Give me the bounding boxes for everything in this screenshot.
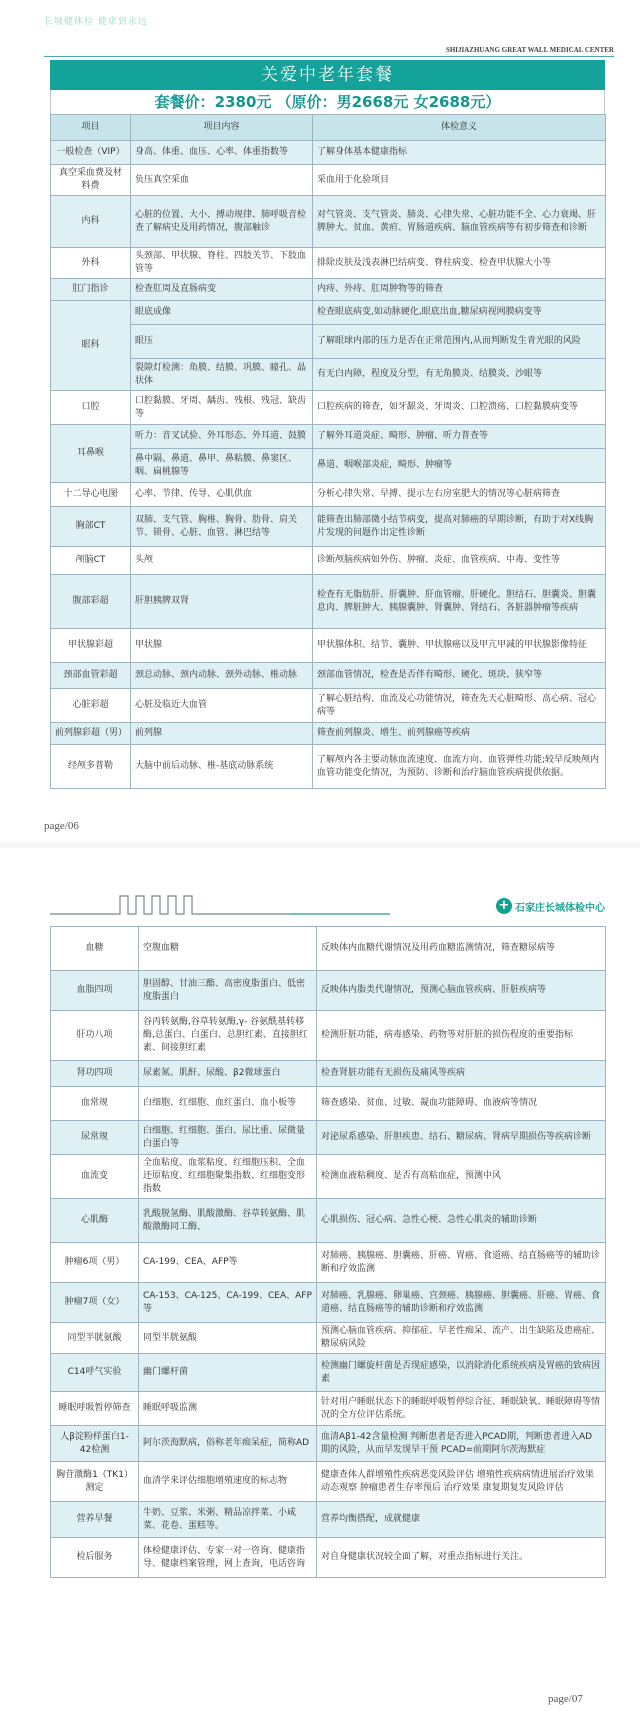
item-meaning-cell: 诊断颅脑疾病如外伤、肿瘤、炎症、血管疾病、中毒、变性等 [313,547,606,575]
column-header-content: 项目内容 [131,115,313,141]
table-row [51,1538,606,1578]
item-name-cell: 外科 [51,248,131,279]
item-meaning-cell: 了解外耳道炎症、畸形、肿瘤、听力普查等 [313,425,606,449]
item-meaning-cell: 排除皮肤及浅表淋巴结病变、脊柱病变、检查甲状腺大小等 [313,248,606,279]
item-meaning-cell: 预测心脑血管疾病、抑郁症、早老性痴呆、流产、出生缺陷及患癌症、糖尿病风险 [317,1323,606,1354]
table-header-row [51,115,606,141]
table-row [51,1392,606,1426]
item-meaning-cell: 分析心律失常、早搏、提示左右房室肥大的情况等心脏病筛查 [313,483,606,507]
header-rule [44,56,614,57]
item-name-cell: 同型半胱氨酸 [51,1323,139,1354]
table-row [51,575,606,629]
item-meaning-cell: 心肌损伤、冠心病、急性心梗、急性心肌炎的辅助诊断 [317,1199,606,1243]
item-meaning-cell: 检测肝脏功能，病毒感染、药物等对肝脏的损伤程度的重要指标 [317,1011,606,1061]
item-meaning-cell: 筛查前列腺炎、增生、前列腺癌等疾病 [313,723,606,745]
table-row [51,425,606,449]
table-row [51,165,606,196]
page-header-decoration [50,892,605,918]
item-name-cell: 前列腺彩超（男） [51,723,131,745]
item-meaning-cell: 采血用于化验项目 [313,165,606,196]
table-row [51,1155,606,1199]
item-content-cell: 鼻中隔、鼻道、鼻甲、鼻粘膜、鼻窦区、咽、扁桃腺等 [131,449,313,483]
brochure-page-07 [0,848,640,1735]
item-content-cell: 双肺、支气管、胸椎、胸骨、肋骨、肩关节、锁骨、心脏、血管、淋巴结等 [131,507,313,547]
table-row [51,1354,606,1392]
page-number: page/07 [548,1693,583,1705]
item-meaning-cell: 反映体内脂类代谢情况，预测心脑血管疾病、肝脏疾病等 [317,971,606,1011]
item-content-cell: CA-153、CA-125、CA-199、CEA、AFP等 [139,1283,317,1323]
item-content-cell: 大脑中前后动脉、椎-基底动脉系统 [131,745,313,789]
item-name-cell: 检后服务 [51,1538,139,1578]
item-content-cell: 胆固醇、甘油三酯、高密度脂蛋白、低密度脂蛋白 [139,971,317,1011]
table-row [51,1426,606,1462]
item-name-cell: 血脂四项 [51,971,139,1011]
table-row [51,1243,606,1283]
column-header-item: 项目 [51,115,131,141]
item-meaning-cell: 血清Aβ1-42含量检测 判断患者是否进入PCAD期，判断患者进入AD期的风险，从而早发现早干预 PCAD=前期阿尔茨海默症 [317,1426,606,1462]
item-content-cell: 口腔黏膜、牙周、龋齿、残根、残冠、缺齿等 [131,391,313,425]
item-meaning-cell: 甲状腺体积、结节、囊肿、甲状腺癌以及甲亢甲减的甲状腺影像特征 [313,629,606,663]
table-row [51,141,606,165]
package-table-wrap [50,60,605,789]
table-row [51,1283,606,1323]
item-content-cell: 甲状腺 [131,629,313,663]
table-row [51,1462,606,1502]
table-row [51,1502,606,1538]
item-name-cell: 眼科 [51,301,131,391]
item-name-cell: 血糖 [51,927,139,971]
table-row [51,1011,606,1061]
item-meaning-cell: 反映体内血糖代谢情况及用药血糖监测情况，筛查糖尿病等 [317,927,606,971]
item-meaning-cell: 对自身健康状况较全面了解，对重点指标进行关注。 [317,1538,606,1578]
table-row [51,689,606,723]
item-meaning-cell: 口腔疾病的筛查，如牙龈炎、牙周炎、口腔溃疡、口腔黏膜病变等 [313,391,606,425]
item-content-cell: 颈总动脉、颈内动脉、颈外动脉、椎动脉 [131,663,313,689]
item-name-cell: 肿瘤7项（女） [51,1283,139,1323]
item-name-cell: 营养早餐 [51,1502,139,1538]
table-row [51,971,606,1011]
table-row [51,248,606,279]
brochure-page-06 [0,0,640,840]
item-meaning-cell: 对泌尿系感染、肝胆疾患、结石、糖尿病、肾病早期损伤等疾病诊断 [317,1121,606,1155]
item-content-cell: 心脏的位置、大小、搏动规律、肺呼吸音检查了解病史及用药情况，腹部触诊 [131,196,313,248]
item-name-cell: 腹部彩超 [51,575,131,629]
table-row [51,1061,606,1087]
item-content-cell: 前列腺 [131,723,313,745]
table-row [51,745,606,789]
item-meaning-cell: 营养均衡搭配，成就健康 [317,1502,606,1538]
item-name-cell: 胸部CT [51,507,131,547]
item-name-cell: 肛门指诊 [51,279,131,301]
item-content-cell: 头颈部、甲状腺、脊柱、四肢关节、下肢血管等 [131,248,313,279]
item-content-cell: 同型半胱氨酸 [139,1323,317,1354]
item-name-cell: 睡眠呼吸暂停筛查 [51,1392,139,1426]
item-name-cell: 甲状腺彩超 [51,629,131,663]
package-table-p2 [50,926,606,1578]
table-row [51,723,606,745]
item-content-cell: 裂隙灯检测：角膜、结膜、巩膜、瞳孔、晶状体 [131,359,313,391]
item-meaning-cell: 能筛查出肺部微小结节病变，提高对肺癌的早期诊断，有助于对X线胸片发现的问题作出定性诊断 [313,507,606,547]
table-row [51,1323,606,1354]
item-content-cell: 心脏及临近大血管 [131,689,313,723]
item-content-cell: 眼压 [131,325,313,359]
item-meaning-cell: 内痔、外痔、肛周肿物等的筛查 [313,279,606,301]
table-row [51,279,606,301]
item-content-cell: CA-199、CEA、AFP等 [139,1243,317,1283]
item-content-cell: 心率、节律、传导、心肌供血 [131,483,313,507]
item-name-cell: 真空采血费及材料费 [51,165,131,196]
page-header [44,0,614,58]
item-name-cell: 颅脑CT [51,547,131,575]
item-content-cell: 检查肛周及直肠病变 [131,279,313,301]
item-meaning-cell: 筛查感染、贫血、过敏、凝血功能障碍、血液病等情况 [317,1087,606,1121]
item-meaning-cell: 有无白内障，程度及分型，有无角膜炎、结膜炎、沙眼等 [313,359,606,391]
item-meaning-cell: 了解心脏结构、血流及心功能情况，筛查先天心脏畸形、高心病、冠心病等 [313,689,606,723]
logo-text: 石家庄长城体检中心 [515,902,605,914]
column-header-meaning: 体检意义 [313,115,606,141]
table-row [51,196,606,248]
table-row [51,927,606,971]
item-meaning-cell: 检测幽门螺旋杆菌是否现症感染，以消除消化系统疾病及胃癌的致病因素 [317,1354,606,1392]
center-logo [496,896,605,916]
item-meaning-cell: 检查肾脏功能有无损伤及痛风等疾病 [317,1061,606,1087]
item-content-cell: 白细胞、红细胞、蛋白、尿比重、尿微量白蛋白等 [139,1121,317,1155]
item-content-cell: 谷丙转氨酶,谷草转氨酶,γ- 谷氨酰基转移酶,总蛋白、白蛋白、总胆红素、直接胆红素、间接胆红素 [139,1011,317,1061]
item-content-cell: 阿尔茨海默病，俗称老年痴呆症，简称AD [139,1426,317,1462]
table-row [51,449,606,483]
table-row [51,663,606,689]
item-content-cell: 睡眠呼吸监测 [139,1392,317,1426]
item-name-cell: 肿瘤6项（男） [51,1243,139,1283]
item-name-cell: 经颅多普勒 [51,745,131,789]
item-name-cell: 心肌酶 [51,1199,139,1243]
item-content-cell: 身高、体重、血压、心率、体重指数等 [131,141,313,165]
item-name-cell: 人β淀粉样蛋白1-42检测 [51,1426,139,1462]
item-name-cell: 肝功八项 [51,1011,139,1061]
item-content-cell: 肝胆胰脾双肾 [131,575,313,629]
medical-cross-icon: + [496,898,512,914]
table-row [51,1087,606,1121]
table-row [51,629,606,663]
table-row [51,359,606,391]
item-content-cell: 负压真空采血 [131,165,313,196]
header-slogan: 长城健体检 健康到永远 [44,17,148,27]
item-name-cell: 耳鼻喉 [51,425,131,483]
table-row [51,1121,606,1155]
item-meaning-cell: 了解身体基本健康指标 [313,141,606,165]
table-row [51,391,606,425]
item-name-cell: 肾功四项 [51,1061,139,1087]
item-content-cell: 牛奶、豆浆、米粥、精品凉拌菜、小咸菜、花卷、蛋糕等。 [139,1502,317,1538]
item-meaning-cell: 检查眼底病变,如动脉硬化,眼底出血,糖尿病视网膜病变等 [313,301,606,325]
castle-wall-line-icon [50,892,390,918]
item-content-cell: 血清学来评估细胞增殖速度的标志物 [139,1462,317,1502]
item-content-cell: 头颅 [131,547,313,575]
item-content-cell: 空腹血糖 [139,927,317,971]
item-meaning-cell: 对气管炎、支气管炎、肺炎、心律失常、心脏功能不全、心力衰竭、肝脾肿大、贫血、黄疸、胃肠道疾病、脑血管疾病等有初步筛查和诊断 [313,196,606,248]
item-name-cell: 胸苷激酶1（TK1）测定 [51,1462,139,1502]
item-meaning-cell: 检查有无脂肪肝、肝囊肿、肝血管瘤、肝硬化、胆结石、胆囊炎、胆囊息肉、脾脏肿大、胰腺囊肿、肾囊肿、肾结石、各脏器肿瘤等疾病 [313,575,606,629]
table-row [51,483,606,507]
package-table-wrap-p2 [50,926,605,1578]
header-english-name: SHIJIAZHUANG GREAT WALL MEDICAL CENTER [445,46,614,54]
item-name-cell: 口腔 [51,391,131,425]
page-number: page/06 [44,820,79,832]
item-name-cell: 内科 [51,196,131,248]
item-meaning-cell: 对肺癌、胰腺癌、胆囊癌、肝癌、胃癌、食道癌、结直肠癌等的辅助诊断和疗效监测 [317,1243,606,1283]
item-meaning-cell: 健康查体人群增殖性疾病恶变风险评估 增殖性疾病病情进展治疗效果动态观察 肿瘤患者生存率预后 治疗效果 康复期复发风险评估 [317,1462,606,1502]
item-meaning-cell: 了解颅内各主要动脉血流速度、血流方向、血管弹性功能;较早反映颅内血管功能变化情况，为预防、诊断和治疗脑血管疾病提供依据。 [313,745,606,789]
table-row [51,507,606,547]
item-content-cell: 幽门螺杆菌 [139,1354,317,1392]
item-name-cell: 血常规 [51,1087,139,1121]
item-content-cell: 全血粘度、血浆粘度、红细胞压积、全血还原粘度、红细胞聚集指数、红细胞变形指数 [139,1155,317,1199]
package-price: 套餐价：2380元 （原价：男2668元 女2688元） [50,90,605,114]
item-meaning-cell: 针对用户睡眠状态下的睡眠呼吸暂停综合征、睡眠缺氧、睡眠障碍等情况的全方位评估系统。 [317,1392,606,1426]
item-name-cell: 十二导心电图 [51,483,131,507]
item-meaning-cell: 鼻道、咽喉部炎症，畸形、肿瘤等 [313,449,606,483]
table-row [51,325,606,359]
item-name-cell: 一般检查（VIP） [51,141,131,165]
item-meaning-cell: 对肺癌、乳腺癌、卵巢癌、宫颈癌、胰腺癌、胆囊癌、肝癌、胃癌、食道癌、结直肠癌等的辅助诊断和疗效监测 [317,1283,606,1323]
item-content-cell: 眼底成像 [131,301,313,325]
package-title: 关爱中老年套餐 [50,60,605,90]
item-content-cell: 听力：音叉试验、外耳形态、外耳道、鼓膜 [131,425,313,449]
item-meaning-cell: 了解眼球内部的压力是否在正常范围内,从而判断发生青光眼的风险 [313,325,606,359]
item-meaning-cell: 检测血液粘稠度、是否有高粘血症，预测中风 [317,1155,606,1199]
item-content-cell: 乳酸脱氢酶、肌酸激酶、谷草转氨酶、肌酸激酶同工酶、 [139,1199,317,1243]
table-row [51,1199,606,1243]
item-name-cell: 颈部血管彩超 [51,663,131,689]
item-content-cell: 体检健康评估、专家一对一咨询、健康指导、健康档案管理，网上查询，电话咨询 [139,1538,317,1578]
table-row [51,301,606,325]
item-name-cell: 血流变 [51,1155,139,1199]
item-name-cell: C14呼气实验 [51,1354,139,1392]
item-content-cell: 尿素氮、肌酐、尿酸、β2微球蛋白 [139,1061,317,1087]
item-content-cell: 白细胞、红细胞、血红蛋白、血小板等 [139,1087,317,1121]
item-name-cell: 心脏彩超 [51,689,131,723]
package-table-p1 [50,114,606,789]
table-row [51,547,606,575]
item-name-cell: 尿常规 [51,1121,139,1155]
item-meaning-cell: 颈部血管情况，检查是否伴有畸形、硬化、斑块、狭窄等 [313,663,606,689]
